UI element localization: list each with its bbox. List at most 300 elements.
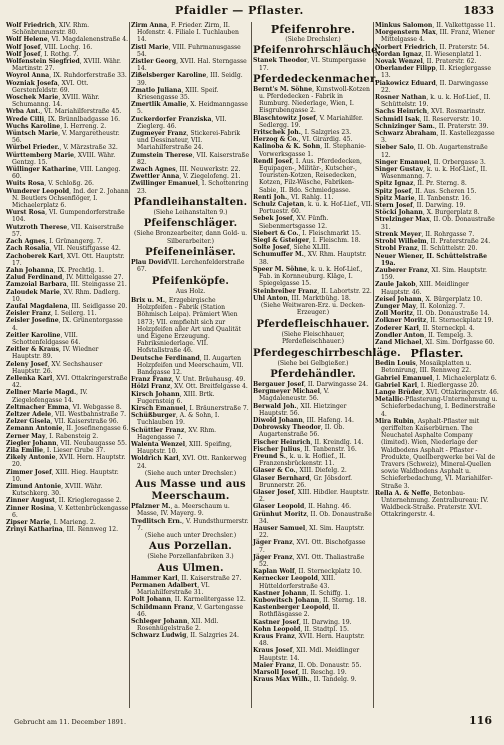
entry-address: , III. Marktbühg. 18.	[287, 294, 351, 302]
entry-name: Ziegler Johann	[6, 439, 57, 447]
entry-address: , II. Hahng. 46.	[304, 503, 352, 511]
list-item	[131, 101, 250, 115]
entry-name: Zellenka Karl	[6, 374, 53, 382]
list-item	[6, 375, 129, 389]
list-item	[253, 244, 373, 251]
list-item	[375, 296, 499, 303]
entry-address: , XVI. Ott. Rankerweg 24.	[137, 455, 247, 470]
entry-address: , XIII. Hütteldorferstraße 43.	[259, 575, 336, 590]
entry-address: , XII. Mdl. Rosenhügelstraße 2.	[137, 618, 219, 633]
entry-address: , XVIII. Währ. Martinstr. 27.	[12, 58, 121, 73]
list-item	[6, 433, 129, 440]
entry-name: Kraus Franz	[253, 633, 295, 641]
entry-address: , II. Darwing. 19.	[299, 618, 352, 626]
list-item	[6, 144, 129, 151]
list-item	[375, 267, 499, 281]
list-item	[131, 596, 250, 603]
page-footer	[0, 712, 504, 738]
list-item	[253, 453, 373, 467]
list-item	[131, 427, 250, 441]
list-item	[131, 383, 250, 390]
entry-address: , I. Grünangerg. 7.	[45, 238, 103, 246]
list-item	[375, 325, 499, 332]
list-item	[253, 295, 373, 302]
list-item	[6, 108, 129, 115]
entry-address: VII. Lerchenfelderstraße 67.	[137, 259, 245, 274]
entry-address: , II. Tanbenstr. 16.	[414, 194, 472, 202]
entry-name: Sieber Salo	[375, 144, 414, 152]
list-item	[253, 57, 373, 71]
entry-address: , XI. Sim. Hauptstr. 159.	[381, 266, 487, 282]
list-item	[6, 483, 129, 497]
list-item	[6, 58, 129, 72]
entry-name: Zach Rosalia	[6, 245, 50, 253]
list-item	[6, 361, 129, 375]
entry-address: , II. Schüttelstr. 20.	[417, 245, 478, 253]
entry-address: , II. Aus. Scheren 15.	[411, 187, 477, 195]
entry-address: , VI. Magdalenenstraße 4.	[47, 36, 129, 44]
entry-address: , IV. Ziegelofengasse 14.	[12, 389, 88, 404]
entry-address: , V. Gartengasse 46.	[137, 603, 243, 618]
section-heading: Pfeifenrohre.	[270, 23, 356, 36]
list-item	[253, 237, 373, 244]
list-item	[6, 346, 129, 360]
entry-address: , II. Kriegleregasse 2.	[54, 497, 122, 505]
entry-name: Grünhut Moritz	[253, 510, 307, 518]
section-note: Aus Holz.	[175, 287, 206, 295]
entry-address: , k. u. k. Hof-Lief., II. Wasenmanng. 7.	[381, 166, 488, 181]
entry-address: , XIII. Brtk. Fugernsteig 6.	[137, 390, 215, 405]
list-item	[131, 518, 250, 532]
entry-name: Zwillinger Emanuel	[131, 180, 198, 188]
entry-address: , VI. Stumpergasse 17.	[259, 57, 366, 72]
entry-address: , XV. Sechshauser Hauptstr. 26.	[12, 360, 103, 375]
entry-name: Zipser Marie	[6, 519, 50, 527]
list-item	[375, 375, 499, 382]
list-item	[131, 259, 250, 273]
entry-address: , II. Darwingasse 24.	[303, 380, 369, 388]
list-item	[253, 647, 373, 661]
entry-name: Wuchs Karoline	[6, 122, 61, 130]
entry-address: , VIII. Fuhrmanusgasse 54.	[137, 43, 241, 58]
entry-name: Wozniak Josefa	[6, 79, 58, 87]
entry-address: , II. Tempelg. 3.	[424, 331, 473, 339]
section-note: (Siehe auch unter Drechsler.)	[144, 532, 237, 539]
list-item	[253, 669, 373, 676]
entry-name: Zelzer Gisela	[6, 418, 51, 426]
entry-address: , II. Tandelg. 9.	[309, 676, 357, 684]
entry-name: Fischer Heinrich	[253, 438, 311, 446]
entry-address: , II. Ob. Donaustraße 31.	[381, 216, 495, 231]
entry-address: , II. Reschg. 19.	[298, 669, 347, 677]
entry-name: Zila Emilie	[6, 446, 44, 454]
entry-name: Rella A. & Neffe	[375, 489, 430, 497]
section-heading: Pferdehändler.	[270, 368, 356, 380]
list-item	[6, 152, 129, 166]
entry-address: , II. Darwing. 19.	[412, 202, 466, 210]
list-item	[375, 231, 499, 238]
section-note: (Siehe bei Gelbgießer.)	[277, 359, 349, 367]
entry-address: , Asphalt-Pflaster mit geriffelten Kaiserbürnen. The Neuchatel Asphalte Company (limited). Wien, Niederlage der Waldbodens Asphalt - Pflaster - Produkte, Quellbergwerke bei Val de Travers (Schweiz), Mineral-Quellen sowie Waldbodens Asphalt u. Schieferbedachung, VI. Mariahilfer-Straße 3.	[381, 417, 496, 490]
entry-name: Zerner May	[6, 432, 46, 440]
entry-name: Wurst Rosa	[6, 209, 46, 217]
list-item	[375, 51, 499, 58]
entry-name: Kernecker Leopold	[253, 575, 318, 583]
list-item	[253, 525, 373, 539]
entry-address: , V. Hundsthurmerstr. 7.	[137, 517, 249, 532]
entry-name: Norbert Friedrich	[375, 43, 436, 51]
entry-name: Maier Franz	[253, 661, 295, 669]
list-item	[375, 44, 499, 51]
list-item	[6, 447, 129, 454]
entry-name: Berwald Joh.	[253, 402, 297, 410]
list-item	[375, 166, 499, 180]
list-item	[253, 266, 373, 288]
entry-name: Zistler Georg	[131, 58, 177, 66]
entry-name: Schwarz Ludwig	[131, 632, 187, 640]
column-rule	[373, 22, 374, 708]
list-item	[375, 281, 499, 295]
section-heading: Pfeifenschläger.	[143, 218, 238, 230]
entry-name: Zellner Marie Magd.	[6, 389, 77, 397]
section-heading: Pfandleihanstalten.	[133, 196, 248, 208]
entry-address: , XIII. Hibdler. Hauptstr. 2.	[259, 488, 370, 504]
entry-address: , VIII. Langeg. 60.	[12, 166, 121, 181]
entry-address: , XVIII. Währ. Kutschkerg. 30.	[12, 483, 103, 498]
list-item	[6, 454, 129, 468]
list-item	[253, 86, 373, 115]
list-item	[6, 245, 129, 252]
page-number-bottom: 116	[469, 714, 492, 727]
list-item	[6, 44, 129, 51]
entry-name: Blaschtowitz Josef	[253, 114, 316, 122]
list-item	[375, 80, 499, 94]
section-heading: Pfeifeneinläser.	[145, 247, 236, 259]
entry-address: , XVI. Ott. Thaliastraße 52.	[259, 553, 365, 569]
entry-name: Zaufal Magdalena	[6, 302, 68, 310]
list-item	[375, 202, 499, 209]
entry-address: , II. Kolonizg. 7.	[416, 302, 465, 310]
entry-name: Zirm Anna	[131, 22, 168, 29]
entry-address: , k. u. k. Hof-Lief., VII. Portuestr. 60.	[259, 201, 373, 216]
entry-name: Zwettler Anna	[131, 173, 180, 181]
list-item	[375, 94, 499, 108]
entry-address: , XVI. Ottakringerstr. 46.	[422, 388, 499, 396]
entry-address: , II. Ob. Augartenstraße 56.	[259, 424, 345, 439]
list-item	[375, 29, 499, 43]
entry-name: Fischer Julius	[253, 445, 301, 453]
entry-address: , IV. Wiedner Hauptstr. 89.	[12, 346, 99, 361]
list-item	[6, 130, 129, 144]
entry-address: , I. Rabensteig 2.	[45, 432, 99, 440]
list-item	[375, 159, 499, 166]
entry-name: Zoll Moritz	[375, 310, 413, 318]
running-title: Pfaidler — Pflaster.	[175, 4, 304, 17]
section-note: (Siehe Leihanstalten 9.)	[153, 208, 228, 216]
entry-name: Metallic	[375, 396, 404, 404]
list-item	[6, 166, 129, 180]
entry-name: Glaser Leopold	[253, 503, 305, 511]
list-item	[6, 94, 129, 108]
list-item	[375, 195, 499, 202]
entry-address: , II. Praterstr. 54.	[435, 43, 490, 51]
list-item	[253, 388, 373, 402]
entry-name: Zeltmacher Emma	[6, 403, 69, 411]
entry-name: Zmertlik Amalie	[131, 101, 187, 109]
entry-address: , XI. Sim. Hauptstr. 22.	[259, 525, 365, 540]
section-note: (Siehe Drechsler.)	[285, 36, 341, 43]
entry-name: Kirsch Emanuel	[131, 404, 186, 412]
entry-address: , III. Hafeng. 14.	[302, 416, 354, 424]
entry-name: Schildmann Franz	[131, 603, 194, 611]
entry-address: , II. Praterstraße 24.	[426, 238, 491, 246]
entry-name: Zaloudek Marie	[6, 288, 60, 296]
list-item	[253, 619, 373, 626]
column-2	[131, 22, 250, 708]
entry-name: Schüßburger	[131, 412, 176, 420]
entry-name: Sebek Josef	[253, 215, 293, 223]
entry-name: Würbel Frieder.	[6, 144, 60, 152]
entry-name: Speer M. Söhne	[253, 265, 307, 273]
entry-address: , III. Seidlgasse 20.	[67, 302, 128, 310]
entry-name: Zeisler Franz	[6, 310, 51, 318]
entry-name: Singer Gustav	[375, 166, 423, 174]
entry-address: , II. Stephanie-Vorwerksgasse 1.	[259, 143, 366, 158]
entry-address: , a. Meerschaum u. Masse, IV. Mayerg. 9.	[137, 503, 230, 518]
entry-address: , XVI. Ottakringerstraße 42.	[12, 374, 128, 390]
entry-address: , II. Pr. Sterng. 8.	[413, 180, 467, 188]
entry-name: Woyrol Anna	[6, 72, 50, 80]
entry-name: Glaser & Co.	[253, 467, 296, 475]
entry-address: , XIV. Rhm. Schönbrunnerstr. 80.	[12, 22, 90, 37]
entry-name: Wolf Josef	[6, 43, 41, 51]
entry-name: Gabriel Karl	[375, 381, 418, 389]
entry-address: , II. Rothfläsgasse 2.	[259, 604, 340, 619]
list-item	[253, 633, 373, 647]
entry-name: Zeltzer Adele	[6, 410, 52, 418]
list-item	[253, 575, 373, 589]
list-item	[253, 489, 373, 503]
entry-name: Hauser Samuel	[253, 525, 306, 532]
list-item	[253, 201, 373, 215]
entry-address: , VII. Zieglerg. 46.	[137, 115, 227, 130]
entry-address: , V. Unt. Bräuhausg. 49.	[171, 376, 246, 384]
entry-address: , II. Sterng. 18.	[319, 597, 367, 605]
entry-name: Zeitler & Kraus	[6, 346, 59, 354]
entry-name: Schumuffer M.	[253, 251, 304, 259]
entry-name: Mira Rubin	[375, 417, 414, 425]
section-note: (Siehe Fleischhauer, Pferdefleischhauer.)	[281, 330, 345, 346]
entry-name: Schwarz Abraham	[375, 130, 437, 138]
list-item	[253, 597, 373, 604]
list-item	[253, 381, 373, 388]
list-item	[375, 116, 499, 123]
entry-name: Hammer Karl	[131, 574, 178, 582]
entry-address: , VII. Westbahnstraße 7.	[51, 410, 127, 418]
entry-name: Schmidl Isak	[375, 115, 420, 123]
entry-name: Walenta Wenzel	[131, 440, 186, 448]
section-heading: Aus Masse und aus Meerschaum.	[135, 479, 246, 503]
list-item	[375, 123, 499, 130]
entry-name: Zmatlo Juliana	[131, 86, 182, 94]
entry-name: Zemann Antonie	[6, 425, 63, 433]
list-item	[6, 505, 129, 519]
entry-address: , IX. Brünnlbadgasse 16.	[44, 115, 121, 123]
entry-address: , I. Aus. Pferdedecken, Equipagen-, Militär-, Kutscher-, Touristen-Kotzen, Reisedecken, Kotzen, Filz-Wäsche, Fabriken-Sabie, II. Bdo. Schmiedgasse.	[259, 157, 362, 194]
list-item	[253, 158, 373, 194]
entry-address: , XII. Mdl. Meidlinger Hauptstr. 14.	[259, 647, 360, 662]
list-item	[253, 475, 373, 489]
entry-name: Herzog & Co.	[253, 136, 299, 144]
entry-address: , VIII. Lochg. 16.	[40, 43, 93, 51]
entry-address: , VI. Rahlg. 11.	[287, 193, 334, 201]
list-item	[6, 188, 129, 210]
list-item	[131, 297, 250, 355]
entry-address: , VI. Girardig. 45.	[298, 136, 353, 144]
page-header	[0, 3, 504, 19]
list-item	[6, 303, 129, 310]
entry-address: , VII. Neustiftgasse 42.	[49, 245, 121, 253]
list-item	[375, 245, 499, 252]
entry-address: , VI. Mariahilferstraße 31.	[137, 582, 210, 597]
list-item	[131, 173, 250, 180]
entry-address: , VII. Kaiserstraße 82.	[137, 151, 250, 166]
entry-address: , XIII. Speifing, Hauptstr. 10.	[137, 440, 232, 456]
entry-address: , II. Praterstr. 62.	[422, 58, 477, 66]
list-item	[253, 424, 373, 438]
entry-name: Kaplan Wolf	[253, 568, 295, 576]
list-item	[375, 180, 499, 187]
entry-address: , III. Rennweg 12.	[62, 526, 119, 534]
list-item	[375, 332, 499, 339]
entry-name: Zaule Jakob	[375, 281, 416, 289]
entry-address: -Pflasterung-Unternehmung u. Schieferbedachung, I. Bedinerstraße 4.	[381, 396, 498, 418]
entry-name: Zamzoial Barbara	[6, 281, 67, 289]
list-item	[131, 166, 250, 173]
list-item: Neuer Wiener, II. Schüttelstraße 19a.	[375, 252, 487, 267]
entry-address: , VIII. Schottenfeldgasse 64.	[12, 331, 81, 346]
entry-name: Jäger Franz	[253, 539, 293, 547]
entry-name: Bergauer Josef	[253, 380, 304, 388]
entry-name: Uhl Anton	[253, 294, 288, 302]
column-rule	[251, 22, 252, 708]
section-heading: Pferdefleischhauer.	[256, 318, 370, 330]
list-item	[6, 274, 129, 281]
entry-address: , II. Praterstr. 39.	[434, 122, 489, 130]
list-item	[253, 143, 373, 157]
entry-address: , XVII. Hern. Hauptstr. 48.	[259, 633, 365, 648]
list-item	[375, 108, 499, 115]
entry-address: , Gr. Jöbsdorf. Brunnerstr. 26.	[259, 474, 353, 489]
entry-name: Zachoberek Karl	[6, 252, 63, 260]
entry-address: , XVI. Ott. Bischofgasse 7.	[259, 539, 366, 554]
section-heading: Pflaster.	[410, 347, 464, 361]
entry-name: Hölzl Franz	[131, 383, 171, 391]
list-item	[375, 339, 499, 346]
list-item	[253, 230, 373, 237]
entry-name: Zimund Antonie	[6, 483, 62, 490]
list-item	[375, 382, 499, 389]
entry-address: , VI. Gumpendorferstraße 104.	[12, 209, 125, 224]
entry-name: Solte Josef	[253, 244, 290, 252]
list-item	[6, 526, 129, 533]
entry-address: , XIII. Speif. Kriesengasse 35.	[137, 86, 219, 102]
entry-name: Zißelsberger Karoline	[131, 72, 207, 80]
list-item	[131, 44, 250, 58]
entry-address: , I. Michaelerplatz 6.	[432, 374, 497, 382]
entry-name: Sachs Heinrich	[375, 108, 428, 116]
entry-address: , II. Wiesenplatzl 1.	[421, 50, 482, 58]
entry-name: Wunderer Leopold	[6, 187, 70, 195]
list-item	[375, 310, 499, 317]
entry-name: Steinbreiber Franz	[253, 287, 318, 295]
list-item	[6, 80, 129, 94]
entry-name: Permanen Adalbert	[131, 582, 198, 590]
entry-name: Zach Agnes	[6, 238, 46, 246]
entry-name: Spitz Josef	[375, 187, 412, 195]
list-item	[375, 490, 499, 519]
entry-address: , II. Sterneckplatz 10.	[294, 568, 362, 576]
entry-address: , XVI. Ott. Hauptstr. 17.	[12, 252, 125, 267]
entry-address: , I. Fleischm. 18.	[308, 237, 361, 245]
entry-name: Zolkner Moritz	[375, 317, 427, 325]
entry-address: , I. Schottenring 23.	[137, 180, 249, 195]
entry-name: Zrinyi Katharina	[6, 526, 63, 534]
entry-name: Fritschek Joh.	[253, 129, 301, 137]
entry-name: Wüllinger Katharine	[6, 166, 77, 174]
entry-name: Zauberer Franz	[375, 266, 428, 274]
entry-name: Spitz Ignaz	[375, 180, 414, 188]
entry-address: , VII. Kaiserstraße 96.	[50, 418, 119, 426]
column-4	[375, 22, 499, 708]
list-item	[375, 396, 499, 418]
entry-address: , Stickerei-Fabrik und Dessinateur, VII. Mariahilferstraße 24.	[137, 130, 241, 152]
entry-name: Tredlitsch Ern.	[131, 517, 182, 525]
list-item	[131, 503, 250, 517]
entry-address: , I. Salzgries 23.	[300, 129, 352, 137]
list-item	[131, 152, 250, 166]
entry-address: , II. Darwingasse 22.	[381, 79, 489, 94]
entry-address: , I. Rothg. 7.	[40, 50, 79, 58]
list-item	[6, 72, 129, 79]
entry-name: Novak Wenzel	[375, 58, 423, 66]
entry-address: , II. Ob. Donaustraße 14.	[412, 310, 490, 318]
entry-address: , XVI. Rosmarinstr.	[427, 108, 486, 116]
list-item	[375, 144, 499, 158]
entry-name: Siegl & Gsteiger	[253, 237, 309, 245]
list-item	[253, 626, 373, 633]
list-item	[131, 58, 250, 72]
entry-address: , VI. Webgasse 8.	[68, 403, 122, 411]
entry-name: Strelzinger Max	[375, 216, 430, 224]
entry-address: , II. Tanbenstr. 16.	[300, 445, 357, 453]
entry-address: , XVIII. Währ. Schumanng. 14.	[12, 94, 100, 109]
entry-address: , XV. Fünfh. Siebenmertsgasse 12.	[259, 215, 329, 230]
entry-address: , II. Rohrgasse 7.	[421, 230, 475, 238]
entry-address: , IX. Grünentorgasse 4.	[12, 317, 123, 332]
entry-address: , II. Ob. Donaustraße 34.	[259, 510, 372, 525]
list-item	[6, 411, 129, 418]
entry-name: Wutzroth Therese	[6, 223, 68, 231]
list-item	[6, 310, 129, 317]
entry-address: , V. Ziegelofeng. 21.	[179, 173, 241, 181]
entry-address: , VI. Mariahilferstraße 45.	[40, 108, 122, 116]
column-rule	[129, 22, 130, 708]
entry-name: Zeitler Karoline	[6, 331, 61, 339]
section-heading: Pferdegeschirrbeschläge.	[253, 347, 401, 359]
list-item	[253, 604, 373, 618]
list-item	[375, 317, 499, 324]
